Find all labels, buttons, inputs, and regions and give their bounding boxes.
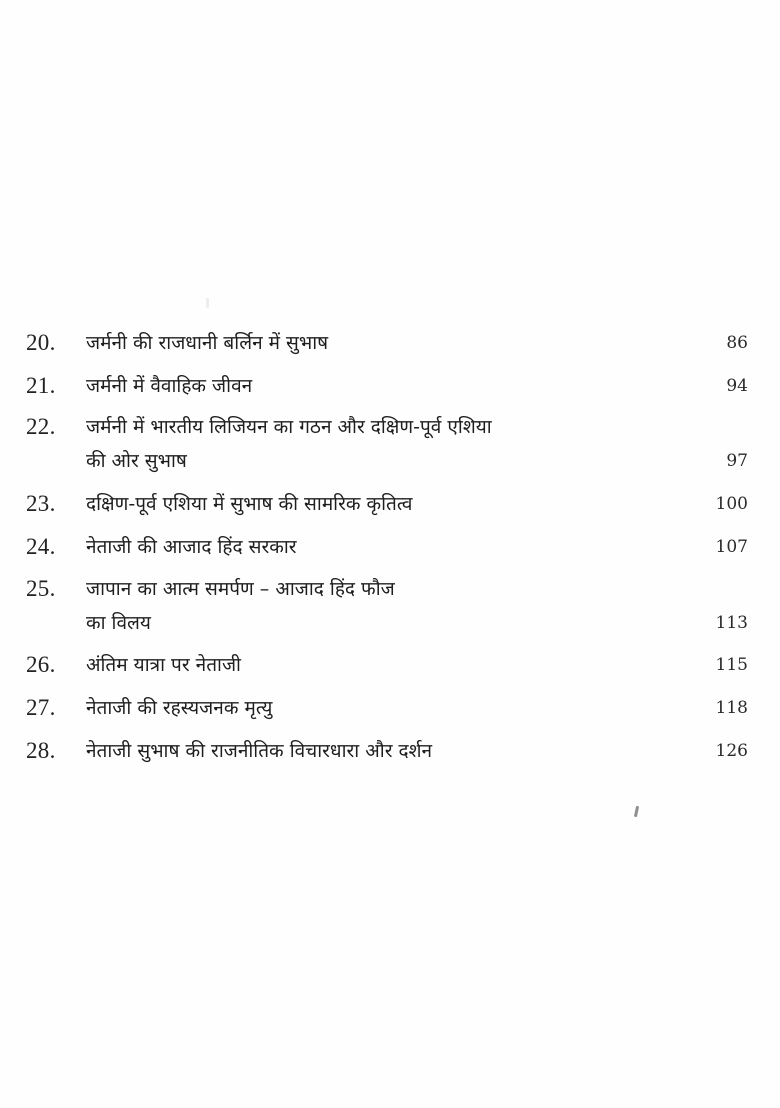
chapter-title — [86, 530, 748, 564]
chapter-number: 28. — [26, 738, 56, 763]
page-number: 115 — [715, 655, 748, 675]
page-number: 86 — [726, 333, 748, 353]
page-number: 126 — [715, 741, 748, 761]
chapter-number: 26. — [26, 652, 56, 677]
chapter-number: 20. — [26, 330, 56, 355]
chapter-number: 27. — [26, 695, 56, 720]
chapter-title-line: जर्मनी में भारतीय लिजियन का गठन और दक्षिण-पूर्व एशिया — [86, 416, 492, 438]
chapter-title — [86, 369, 748, 403]
chapter-number: 22. — [26, 414, 56, 439]
chapter-title-line: नेताजी की रहस्यजनक मृत्यु — [86, 697, 273, 719]
page-number: 97 — [726, 451, 748, 471]
toc-entry[interactable] — [26, 734, 748, 768]
toc-entry[interactable] — [26, 530, 748, 564]
chapter-title-line: की ओर सुभाष — [86, 450, 187, 472]
page-number: 107 — [715, 537, 748, 557]
chapter-title — [86, 572, 748, 640]
chapter-title — [86, 326, 748, 360]
chapter-title-line: दक्षिण-पूर्व एशिया में सुभाष की सामरिक कृतित्व — [86, 493, 413, 515]
chapter-title-line: का विलय — [86, 612, 151, 634]
chapter-title — [86, 410, 748, 478]
chapter-number: 24. — [26, 534, 56, 559]
chapter-number: 21. — [26, 373, 56, 398]
page-number: 113 — [715, 613, 748, 633]
scan-speck — [206, 298, 209, 308]
chapter-title — [86, 648, 748, 682]
page-number: 94 — [726, 376, 748, 396]
scan-speck — [634, 806, 639, 817]
chapter-title-line: जर्मनी में वैवाहिक जीवन — [86, 375, 253, 397]
chapter-title — [86, 487, 748, 521]
toc-entry[interactable] — [26, 572, 748, 640]
page-number: 118 — [715, 698, 748, 718]
chapter-title-line: जर्मनी की राजधानी बर्लिन में सुभाष — [86, 332, 329, 354]
table-of-contents — [26, 326, 748, 768]
toc-entry[interactable] — [26, 487, 748, 521]
chapter-title-line: जापान का आत्म समर्पण – आजाद हिंद फौज — [86, 578, 395, 600]
chapter-title — [86, 734, 748, 768]
toc-entry[interactable] — [26, 369, 748, 403]
page-number: 100 — [715, 494, 748, 514]
chapter-title-line: नेताजी की आजाद हिंद सरकार — [86, 536, 297, 558]
chapter-number: 25. — [26, 576, 56, 601]
chapter-title — [86, 691, 748, 725]
toc-entry[interactable] — [26, 691, 748, 725]
toc-entry[interactable] — [26, 410, 748, 478]
chapter-number: 23. — [26, 491, 56, 516]
toc-entry[interactable] — [26, 648, 748, 682]
toc-entry[interactable] — [26, 326, 748, 360]
chapter-title-line: अंतिम यात्रा पर नेताजी — [86, 654, 241, 676]
chapter-title-line: नेताजी सुभाष की राजनीतिक विचारधारा और दर्शन — [86, 740, 433, 762]
